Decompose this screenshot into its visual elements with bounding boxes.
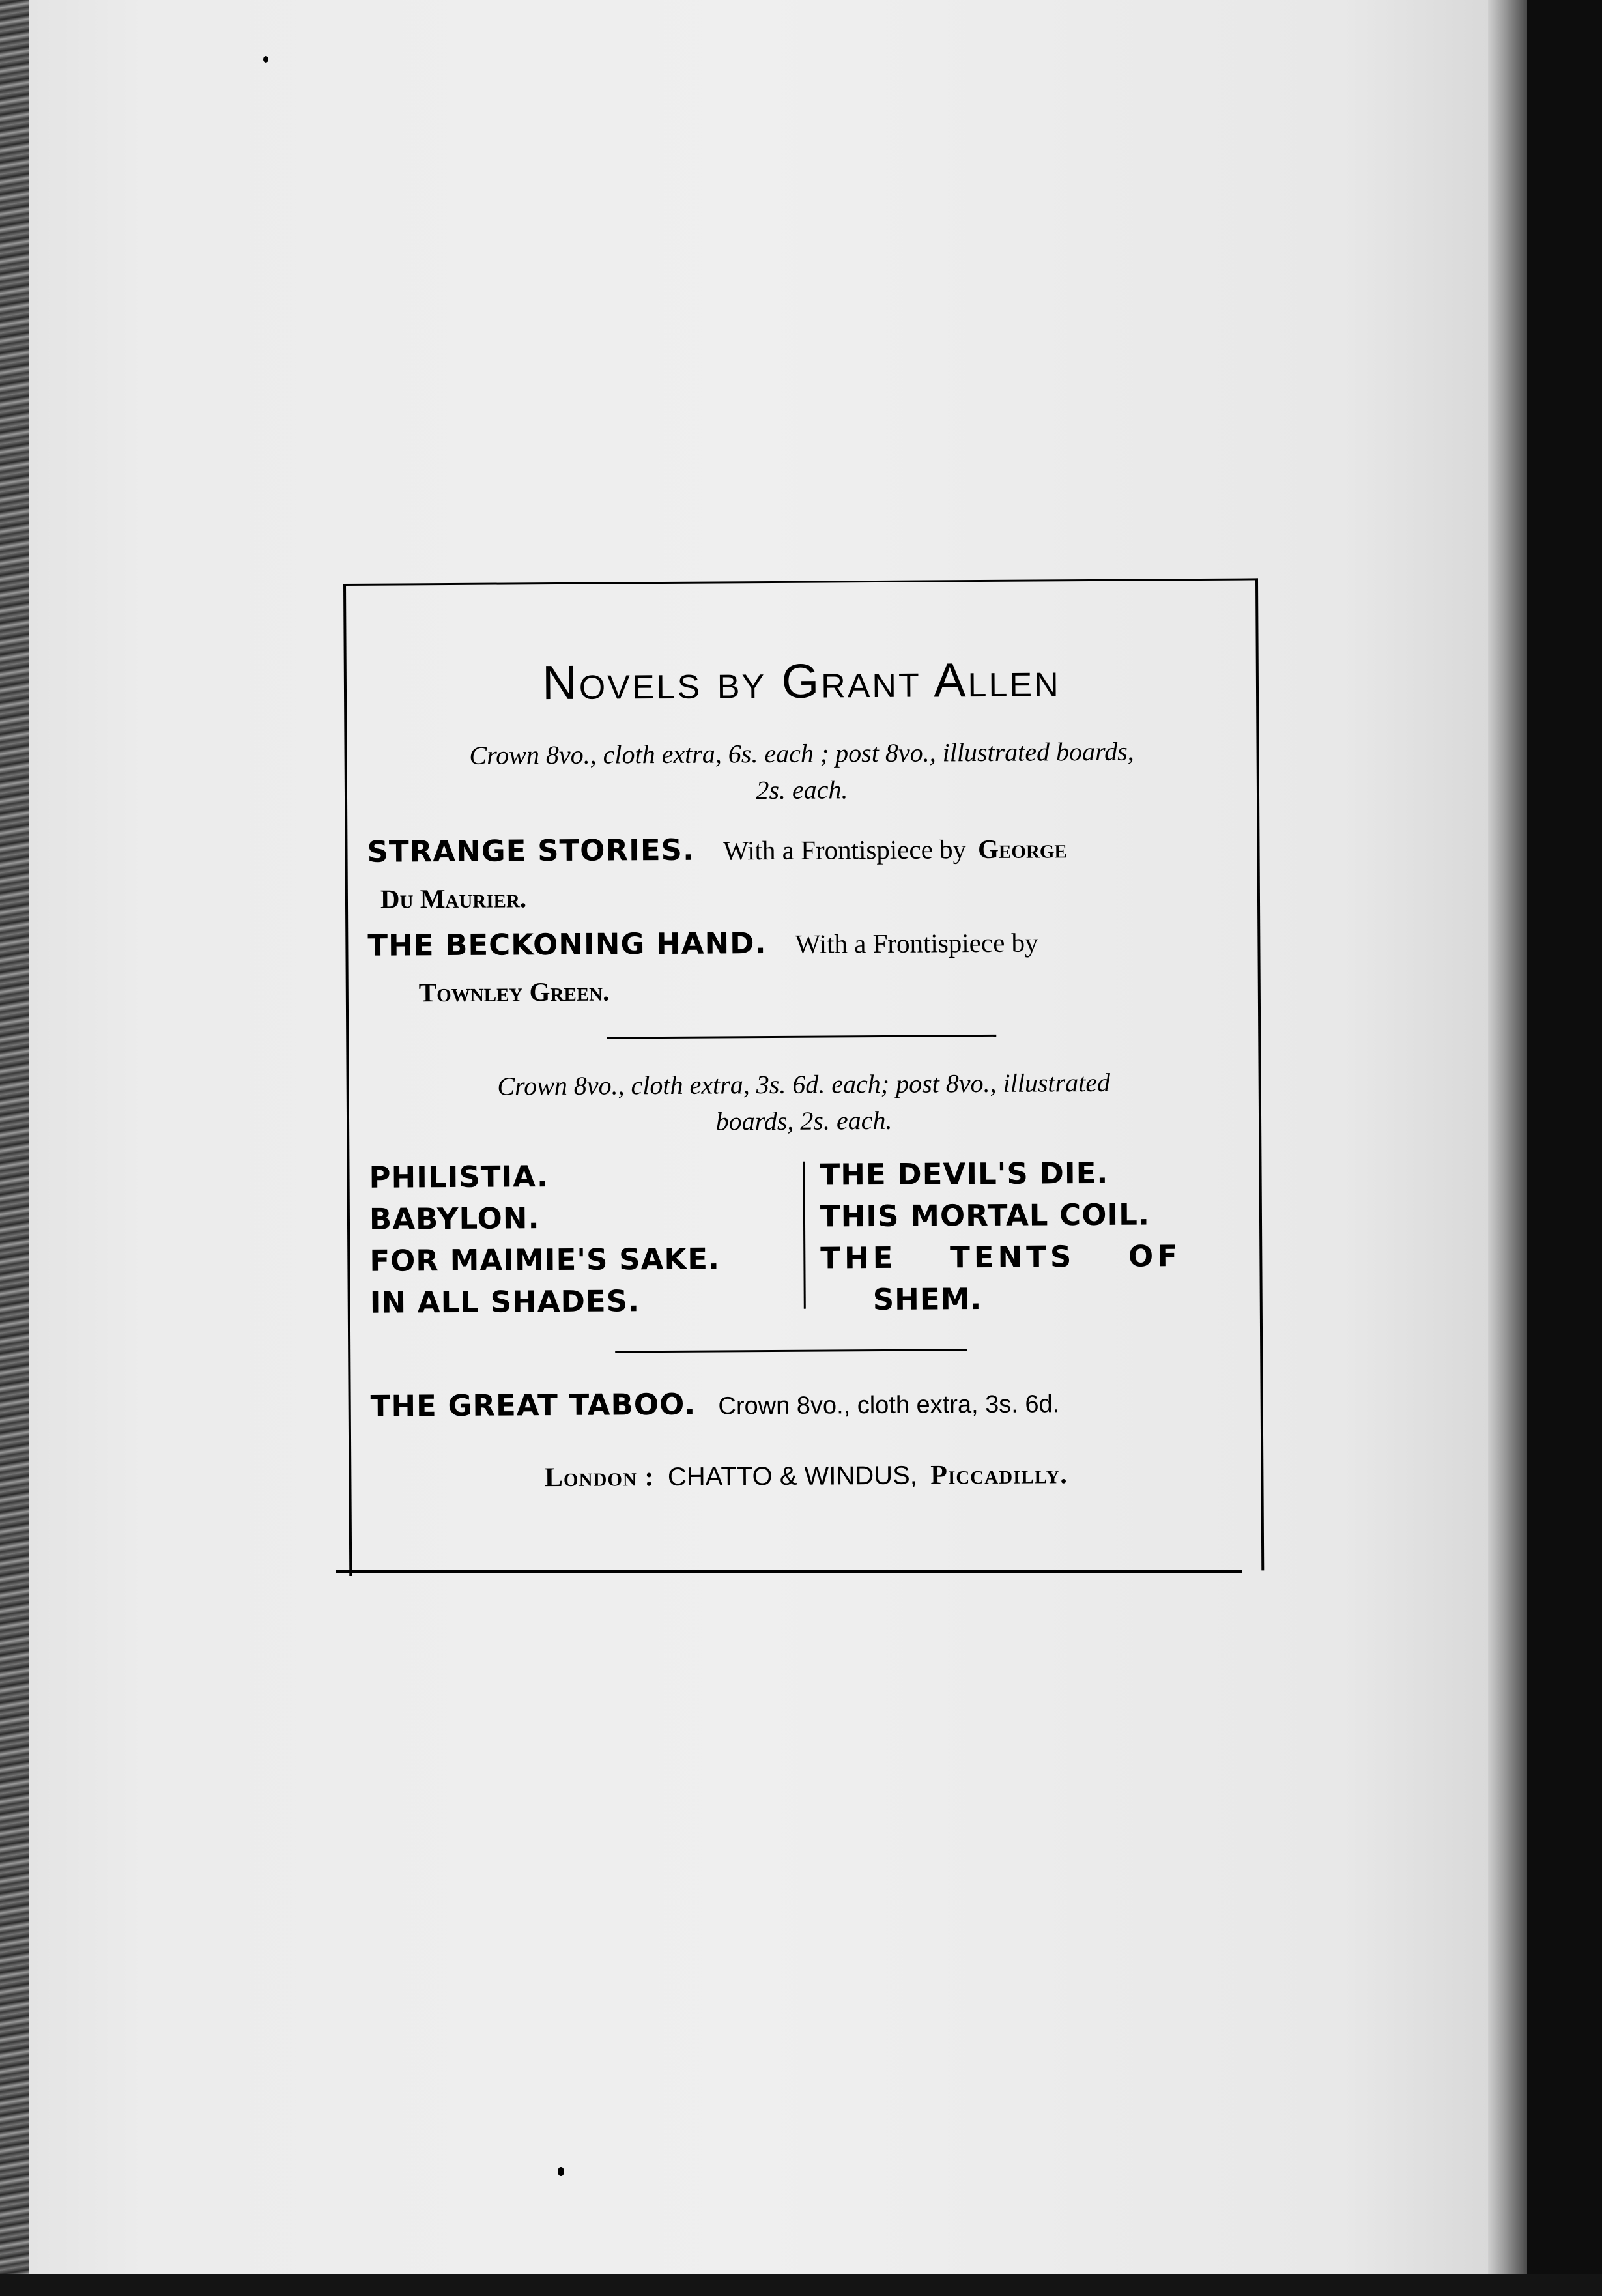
entry-great-taboo (371, 1385, 1060, 1423)
list-item: THIS MORTAL COIL. (820, 1197, 1151, 1234)
edition-note-1 (373, 733, 1231, 811)
scan-background (1527, 0, 1602, 2296)
list-item: IN ALL SHADES. (369, 1284, 640, 1320)
title-column-right (820, 1152, 1181, 1321)
publisher-street: Piccadilly. (930, 1459, 1068, 1491)
publisher-imprint (351, 1457, 1261, 1495)
advertisement-bottom-rule (336, 1570, 1242, 1573)
entry-title: THE GREAT TABOO. (370, 1386, 696, 1424)
entry-title: THE BECKONING HAND. (367, 926, 767, 963)
ad-title: Novels by Grant Allen (541, 652, 1061, 710)
list-item: THE TENTS OF (820, 1239, 1182, 1276)
list-item: BABYLON. (369, 1201, 540, 1237)
section-divider (615, 1349, 967, 1353)
entry-title: STRANGE STORIES. (367, 832, 695, 869)
advertisement-box (343, 578, 1264, 1576)
entry-credit: Townley Green. (418, 976, 610, 1008)
edition-note-1-line2: 2s. each. (756, 775, 848, 805)
ink-speck (558, 2167, 564, 2176)
section-divider (607, 1035, 996, 1039)
publisher-name: CHATTO & WINDUS, (667, 1461, 917, 1491)
entry-description: With a Frontispiece by (722, 834, 967, 866)
edition-note-2-line1: Crown 8vo., cloth extra, 3s. 6d. each; post 8vo., illustrated (497, 1067, 1111, 1101)
publisher-city: London : (544, 1462, 655, 1493)
entry-beckoning-hand (367, 919, 1241, 1011)
column-divider (803, 1162, 805, 1309)
list-item: FOR MAIMIE'S SAKE. (369, 1241, 721, 1278)
ink-speck (263, 56, 268, 63)
entry-credit: George (977, 833, 1067, 865)
list-item: PHILISTIA. (369, 1159, 549, 1195)
entry-credit-continued: Du Maurier. (380, 883, 527, 914)
title-column-left (369, 1155, 720, 1323)
scan-bottom-edge (0, 2274, 1602, 2296)
list-item: SHEM. (872, 1282, 982, 1317)
entry-strange-stories (367, 825, 1240, 917)
entry-description: With a Frontispiece by (795, 927, 1038, 959)
page-gutter-shadow (1488, 0, 1527, 2296)
edition-note-2 (375, 1064, 1233, 1142)
edition-note-1-line1: Crown 8vo., cloth extra, 6s. each ; post 8vo., illustrated boards, (469, 736, 1134, 770)
marbled-endpaper-edge (0, 0, 29, 2296)
list-item: THE DEVIL'S DIE. (820, 1155, 1109, 1192)
edition-note-2-line2: boards, 2s. each. (715, 1105, 893, 1136)
entry-description: Crown 8vo., cloth extra, 3s. 6d. (718, 1390, 1060, 1420)
